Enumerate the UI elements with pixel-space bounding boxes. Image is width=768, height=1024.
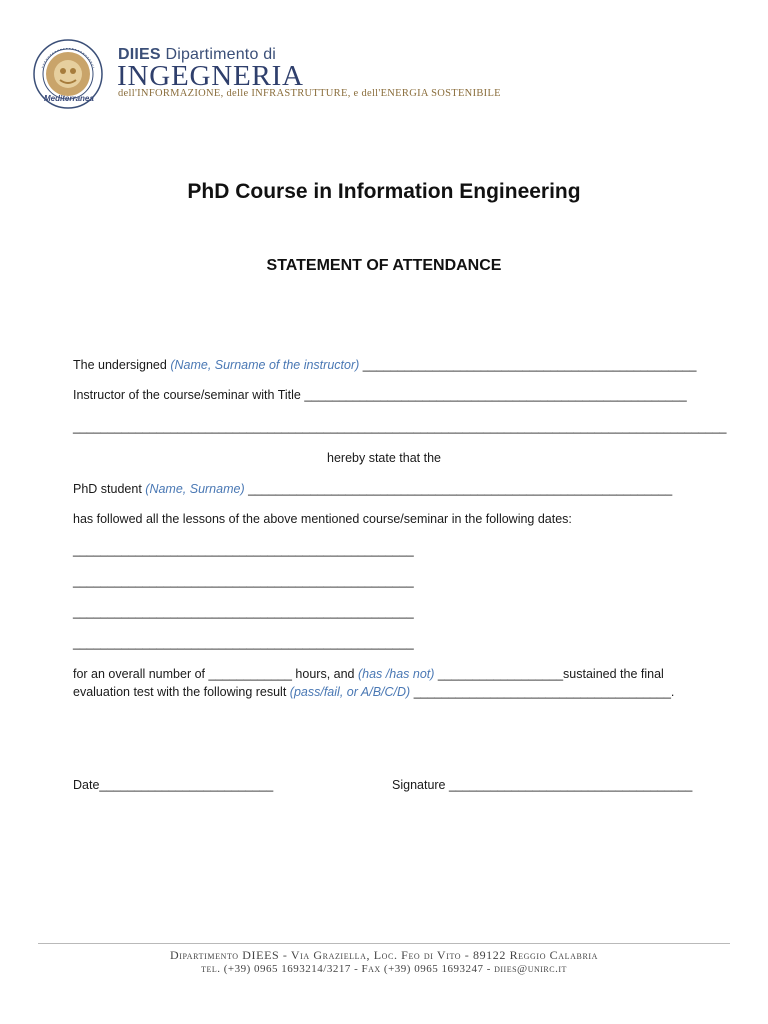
undersigned-line <box>73 358 696 372</box>
department-subtitle: dell'INFORMAZIONE, delle INFRASTRUTTURE, e dell'ENERGIA SOSTENIBILE <box>118 88 501 99</box>
result-blank[interactable]: _____________________________________. <box>413 685 675 699</box>
department-abbrev: DIIES <box>118 46 161 63</box>
department-name: INGEGNERIA <box>117 60 304 92</box>
letterhead <box>32 38 532 116</box>
student-blank[interactable]: _____________________________________________________________ <box>248 482 673 496</box>
hours-and: hours, and <box>295 667 355 681</box>
undersigned-hint: (Name, Surname of the instructor) <box>170 358 360 372</box>
department-prefix-text: Dipartimento di <box>165 46 277 63</box>
overall-prefix: for an overall number of <box>73 667 206 681</box>
has-hint: (has /has not) <box>357 667 435 681</box>
hereby-statement: hereby state that the <box>327 451 441 465</box>
hours-blank[interactable]: ____________ <box>208 667 292 681</box>
student-line <box>73 482 672 496</box>
page-title: PhD Course in Information Engineering <box>187 180 581 203</box>
hours-line <box>73 667 695 681</box>
footer-address: Dipartimento DIEES - Via Graziella, Loc. Feo di Vito - 89122 Reggio Calabria <box>169 948 599 962</box>
result-hint: (pass/fail, or A/B/C/D) <box>289 685 411 699</box>
signature-field[interactable]: Signature ___________________________________ <box>392 778 693 792</box>
undersigned-label: The undersigned <box>73 358 167 372</box>
evaluation-prefix: evaluation test with the following result <box>73 685 287 699</box>
followed-statement: has followed all the lessons of the above mentioned course/seminar in the following dates: <box>73 512 572 526</box>
page-subtitle: STATEMENT OF ATTENDANCE <box>266 257 502 274</box>
footer-contacts: tel. (+39) 0965 1693214/3217 - Fax (+39) 0965 1693247 - diies@unirc.it <box>201 963 567 975</box>
has-blank[interactable]: __________________ <box>437 667 564 681</box>
title-continuation-line[interactable]: ______________________________________________________________________________________________ <box>73 420 727 434</box>
undersigned-blank[interactable]: ________________________________________________ <box>362 358 697 372</box>
footer-divider <box>38 943 730 944</box>
seal-caption: Mediterranea <box>44 94 94 103</box>
evaluation-line <box>73 685 674 699</box>
date-entry-line[interactable]: _________________________________________________ <box>73 605 414 619</box>
student-hint: (Name, Surname) <box>145 482 245 496</box>
instructor-title-line[interactable]: Instructor of the course/seminar with Title _______________________________________________________ <box>73 388 687 402</box>
student-label: PhD student <box>73 482 142 496</box>
date-entry-line[interactable]: _________________________________________________ <box>73 636 414 650</box>
sustained-text: sustained the final <box>563 667 664 681</box>
date-field[interactable]: Date_________________________ <box>73 778 274 792</box>
date-entry-line[interactable]: _________________________________________________ <box>73 574 414 588</box>
date-entry-line[interactable]: _________________________________________________ <box>73 543 414 557</box>
